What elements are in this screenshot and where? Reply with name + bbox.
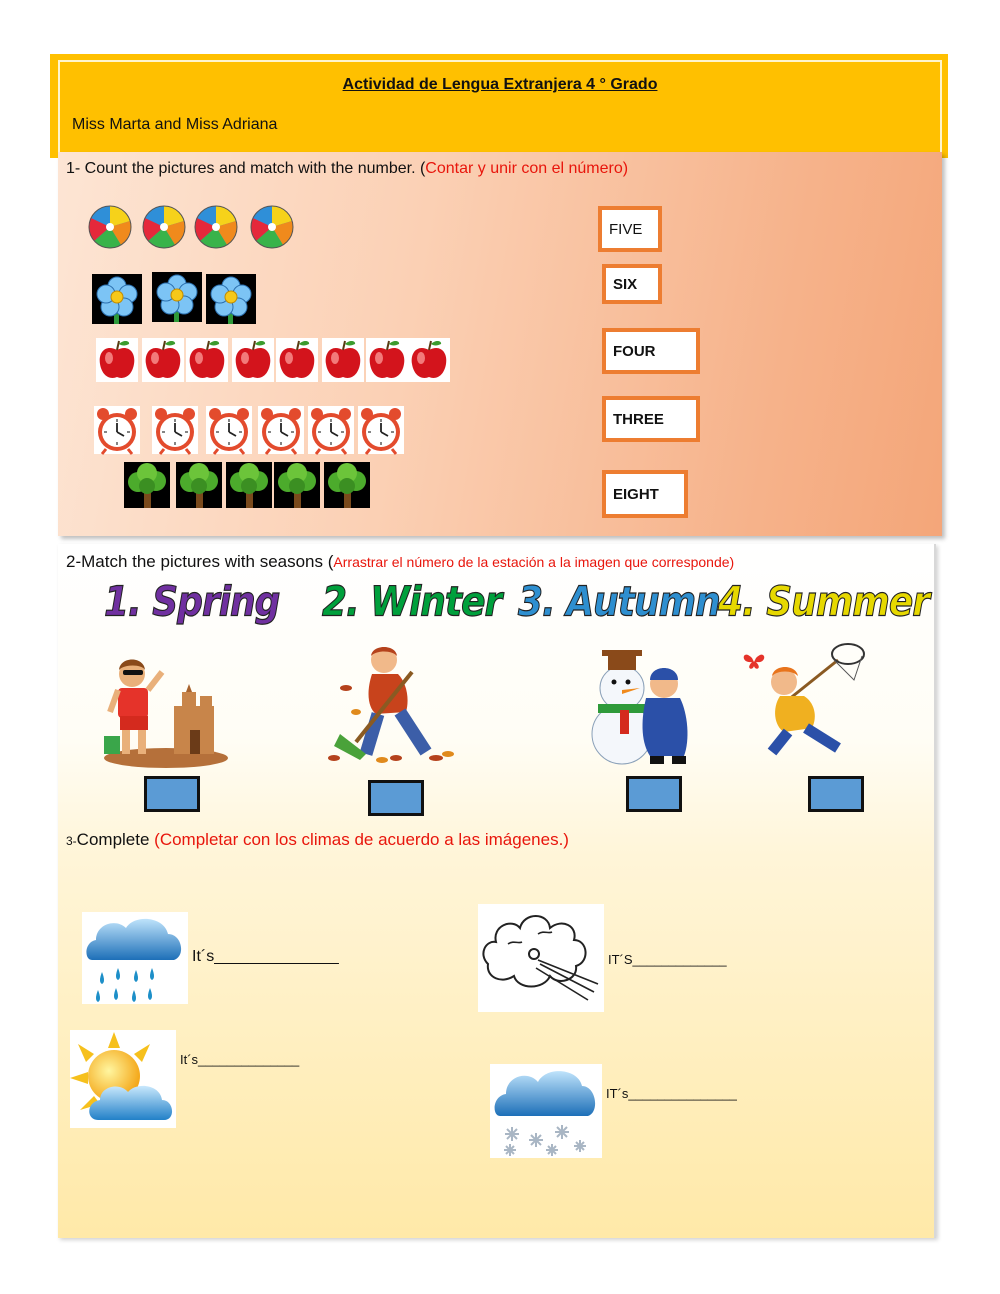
apple-icon — [276, 338, 318, 382]
section1-instruction — [66, 160, 628, 178]
apple-icons — [96, 338, 450, 382]
tree-icon — [124, 462, 170, 508]
sun-cloud-icon — [70, 1030, 176, 1128]
rain-cloud-icon — [82, 912, 188, 1004]
season-label-autumn: 3. Autumn — [518, 578, 720, 627]
alarm-clock-icon — [206, 406, 252, 454]
apple-icon — [96, 338, 138, 382]
tree-icon — [324, 462, 370, 508]
beach-ball-icon — [143, 206, 185, 248]
word-four: FOUR — [613, 342, 656, 360]
tree-icon — [176, 462, 222, 508]
alarm-clock-icon — [94, 406, 140, 454]
alarm-clock-icons — [94, 406, 406, 456]
butterfly-net-picture — [738, 636, 870, 758]
snowman-picture — [580, 644, 702, 766]
wind-cloud-icon — [478, 904, 604, 1012]
row-beach-balls — [88, 204, 298, 250]
section3-instruction-es: (Completar con los climas de acuerdo a las imágenes.) — [154, 830, 569, 849]
section1-instruction-es: Contar y unir con el número) — [425, 160, 629, 177]
season-drop-box-2[interactable] — [368, 780, 424, 816]
apple-icon — [322, 338, 364, 382]
word-five: FIVE — [609, 220, 643, 238]
sun-cloud-picture-box — [70, 1030, 176, 1128]
beach-sandcastle-picture — [96, 650, 228, 770]
tree-icon — [226, 462, 272, 508]
snow-cloud-icon — [490, 1064, 602, 1158]
row-alarm-clocks — [94, 406, 406, 456]
section2-instruction-en: 2-Match the pictures with seasons ( — [66, 552, 334, 571]
word-box-four[interactable] — [602, 328, 700, 374]
section3-instruction-en: Complete — [76, 830, 155, 849]
word-box-eight[interactable] — [602, 470, 688, 518]
rain-picture-box — [82, 912, 188, 1004]
raking-leaves-picture — [326, 642, 466, 766]
beach-ball-icon — [195, 206, 237, 248]
section3-number: 3- — [66, 834, 77, 848]
flower-icon — [206, 274, 256, 324]
alarm-clock-icon — [152, 406, 198, 454]
row-trees — [124, 462, 372, 510]
apple-icon — [142, 338, 184, 382]
flower-icon — [152, 272, 202, 322]
word-box-five[interactable] — [598, 206, 662, 252]
wind-picture-box — [478, 904, 604, 1012]
teachers-line: Miss Marta and Miss Adriana — [72, 116, 278, 133]
section1-instruction-en: 1- Count the pictures and match with the number. ( — [66, 160, 426, 177]
word-box-three[interactable] — [602, 396, 700, 442]
alarm-clock-icon — [358, 406, 404, 454]
row-apples — [96, 338, 450, 382]
apple-icon — [366, 338, 408, 382]
apple-icon — [408, 338, 450, 382]
word-six: SIX — [613, 275, 638, 293]
season-drop-box-4[interactable] — [808, 776, 864, 812]
snow-cloud-picture-box — [490, 1064, 602, 1158]
weather-blank-windy[interactable]: IT´S_____________ — [608, 952, 727, 967]
beach-ball-icons — [88, 204, 298, 250]
section3-instruction — [66, 830, 569, 850]
beach-ball-icon — [251, 206, 293, 248]
alarm-clock-icon — [308, 406, 354, 454]
word-box-six[interactable] — [602, 264, 662, 304]
season-drop-box-1[interactable] — [144, 776, 200, 812]
word-eight: EIGHT — [613, 485, 659, 503]
page-title: Actividad de Lengua Extranjera 4 ° Grado — [342, 76, 658, 93]
flower-icon — [92, 274, 142, 324]
season-drop-box-3[interactable] — [626, 776, 682, 812]
tree-icon — [274, 462, 320, 508]
beach-ball-icon — [89, 206, 131, 248]
tree-icons — [124, 462, 372, 510]
section2-instruction — [66, 552, 734, 572]
weather-blank-sunny[interactable]: It´s______________ — [180, 1052, 300, 1067]
weather-blank-rainy[interactable]: It´s______________ — [192, 948, 339, 965]
season-label-summer: 4. Summer — [718, 578, 930, 627]
season-label-winter: 2. Winter — [322, 578, 502, 627]
row-flowers — [92, 272, 262, 324]
apple-icon — [186, 338, 228, 382]
apple-icon — [232, 338, 274, 382]
alarm-clock-icon — [258, 406, 304, 454]
section2-instruction-es: Arrastrar el número de la estación a la imagen que corresponde) — [333, 554, 735, 570]
season-label-spring: 1. Spring — [104, 578, 280, 627]
word-three: THREE — [613, 410, 664, 428]
flower-icons — [92, 272, 262, 324]
header-frame — [58, 60, 942, 154]
weather-blank-snowy[interactable]: IT´s_______________ — [606, 1086, 737, 1101]
